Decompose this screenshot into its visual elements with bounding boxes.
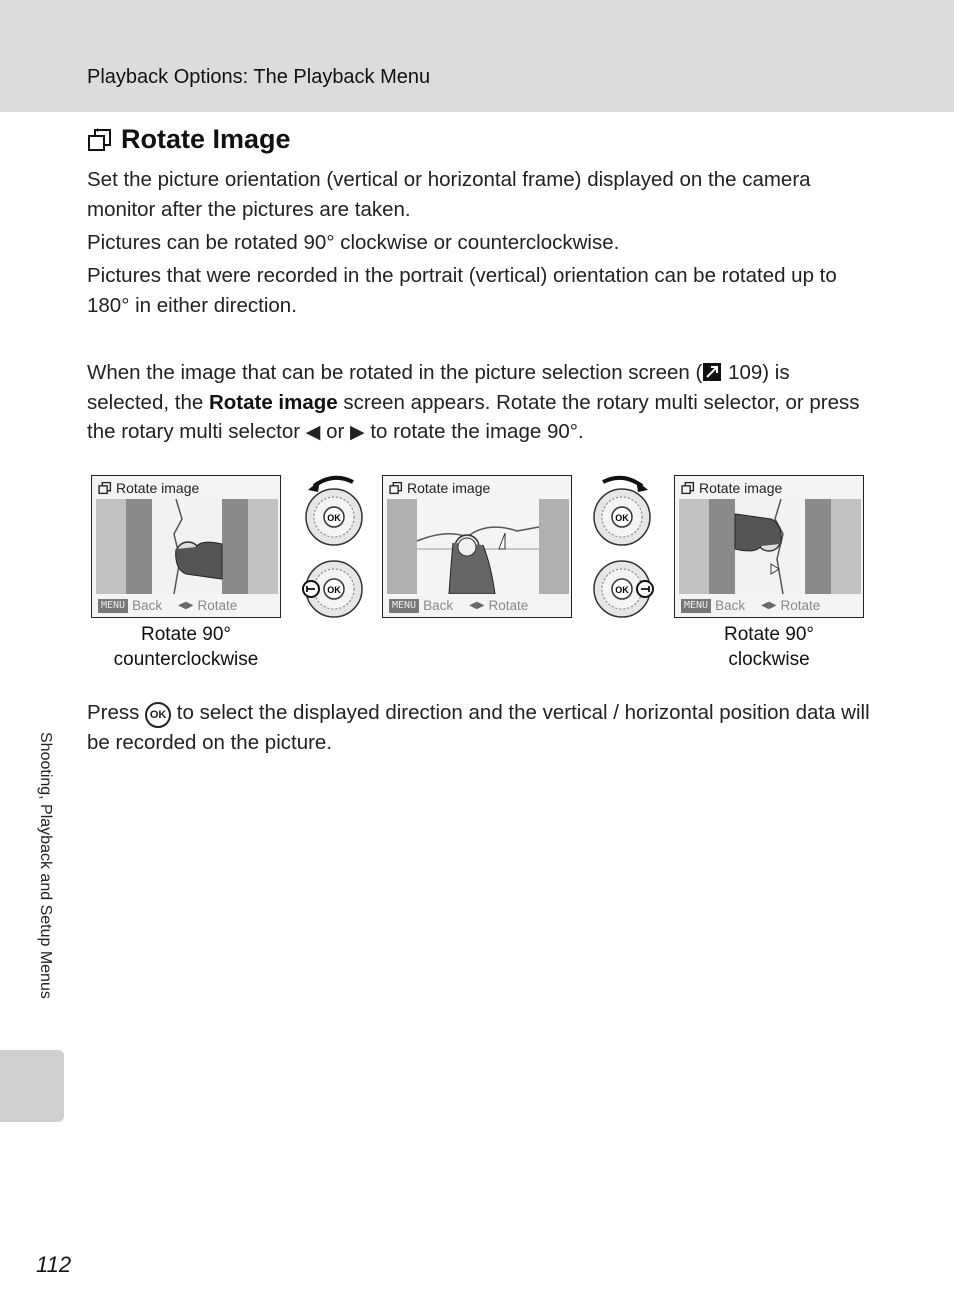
left-arrow-icon: ◀	[305, 422, 321, 443]
paragraph-4	[87, 358, 877, 448]
right-arrow-icon: ▶	[350, 422, 365, 443]
screen-rotate-label: Rotate	[197, 598, 238, 613]
menu-button-icon: MENU	[98, 599, 128, 613]
screen-title: Rotate image	[699, 480, 783, 496]
screen-rotate-label: Rotate	[780, 598, 821, 613]
dial-rotate-ccw	[298, 474, 368, 549]
screen-rotate-label: Rotate	[488, 598, 529, 613]
sidebar-section-label: Shooting, Playback and Setup Menus	[37, 732, 54, 999]
p4-text-or: or	[320, 420, 350, 443]
dial-press-right	[586, 556, 658, 622]
screen-title: Rotate image	[116, 480, 200, 496]
rotate-image-icon	[389, 481, 403, 495]
screen-header	[389, 480, 490, 496]
paragraph-3: Pictures that were recorded in the portrait (vertical) orientation can be rotated up to 180° in either direction.	[87, 264, 837, 317]
screen-header	[681, 480, 782, 496]
rotate-image-bold: Rotate image	[208, 390, 338, 414]
sidebar-tab	[0, 1050, 64, 1122]
screen-original	[382, 475, 572, 618]
page-ref-icon	[702, 362, 722, 382]
caption-left-line2: counterclockwise	[113, 649, 259, 670]
left-right-icon: ◀▶	[469, 600, 485, 611]
p4-text-d: to rotate the image 90°.	[364, 420, 584, 443]
section-title-text: Rotate Image	[121, 124, 291, 154]
left-right-icon: ◀▶	[178, 600, 194, 611]
caption-clockwise	[674, 622, 864, 672]
caption-right-line2: clockwise	[728, 649, 810, 670]
dial-ok-label: OK	[327, 513, 341, 523]
screen-back-label: Back	[132, 598, 163, 613]
rotate-image-icon	[98, 481, 112, 495]
header-band	[0, 0, 954, 112]
screen-footer	[681, 598, 820, 613]
left-right-icon: ◀▶	[761, 600, 777, 611]
dial-rotate-cw	[586, 474, 658, 549]
dial-press-left	[298, 556, 368, 622]
menu-button-icon: MENU	[681, 599, 711, 613]
p5-text-b: to select the displayed direction and the vertical / horizontal position data will be recorded on the picture.	[87, 701, 870, 754]
rotate-image-icon	[87, 127, 113, 153]
screen-preview	[96, 499, 278, 594]
paragraph-5	[87, 698, 877, 758]
screen-footer	[98, 598, 237, 613]
dial-ok-label: OK	[327, 585, 341, 595]
dial-ok-label: OK	[615, 585, 629, 595]
page-ref-number[interactable]: 109	[728, 361, 763, 384]
screen-preview	[679, 499, 861, 594]
p4-text-c: screen appears. Rotate the rotary multi selector, or press the rotary multi selector	[87, 390, 860, 443]
rotated-photo-cw	[679, 499, 861, 594]
dial-ok-label: OK	[615, 513, 629, 523]
ok-button-icon: OK	[145, 702, 171, 728]
section-title	[87, 124, 291, 155]
caption-right-line1: Rotate 90°	[724, 624, 814, 645]
screen-footer	[389, 598, 528, 613]
screen-header	[98, 480, 199, 496]
photo-original	[387, 499, 569, 594]
screen-title: Rotate image	[407, 480, 491, 496]
screen-back-label: Back	[715, 598, 746, 613]
rotated-photo-ccw	[96, 499, 278, 594]
p4-text-b: ) is selected, the	[87, 361, 790, 414]
paragraph-2: Pictures can be rotated 90° clockwise or counterclockwise.	[87, 231, 620, 254]
caption-left-line1: Rotate 90°	[141, 624, 231, 645]
screen-back-label: Back	[423, 598, 454, 613]
caption-counterclockwise	[91, 622, 281, 672]
rotate-image-icon	[681, 481, 695, 495]
screen-preview	[387, 499, 569, 594]
p5-text-a: Press	[87, 701, 146, 724]
screen-clockwise	[674, 475, 864, 618]
paragraph-1: Set the picture orientation (vertical or horizontal frame) displayed on the camera monitor after the pictures are taken.	[87, 168, 811, 221]
screen-counterclockwise	[91, 475, 281, 618]
page-number: 112	[36, 1252, 72, 1277]
header-title: Playback Options: The Playback Menu	[87, 66, 431, 88]
menu-button-icon: MENU	[389, 599, 419, 613]
p4-text-a: When the image that can be rotated in the picture selection screen (	[87, 361, 703, 384]
